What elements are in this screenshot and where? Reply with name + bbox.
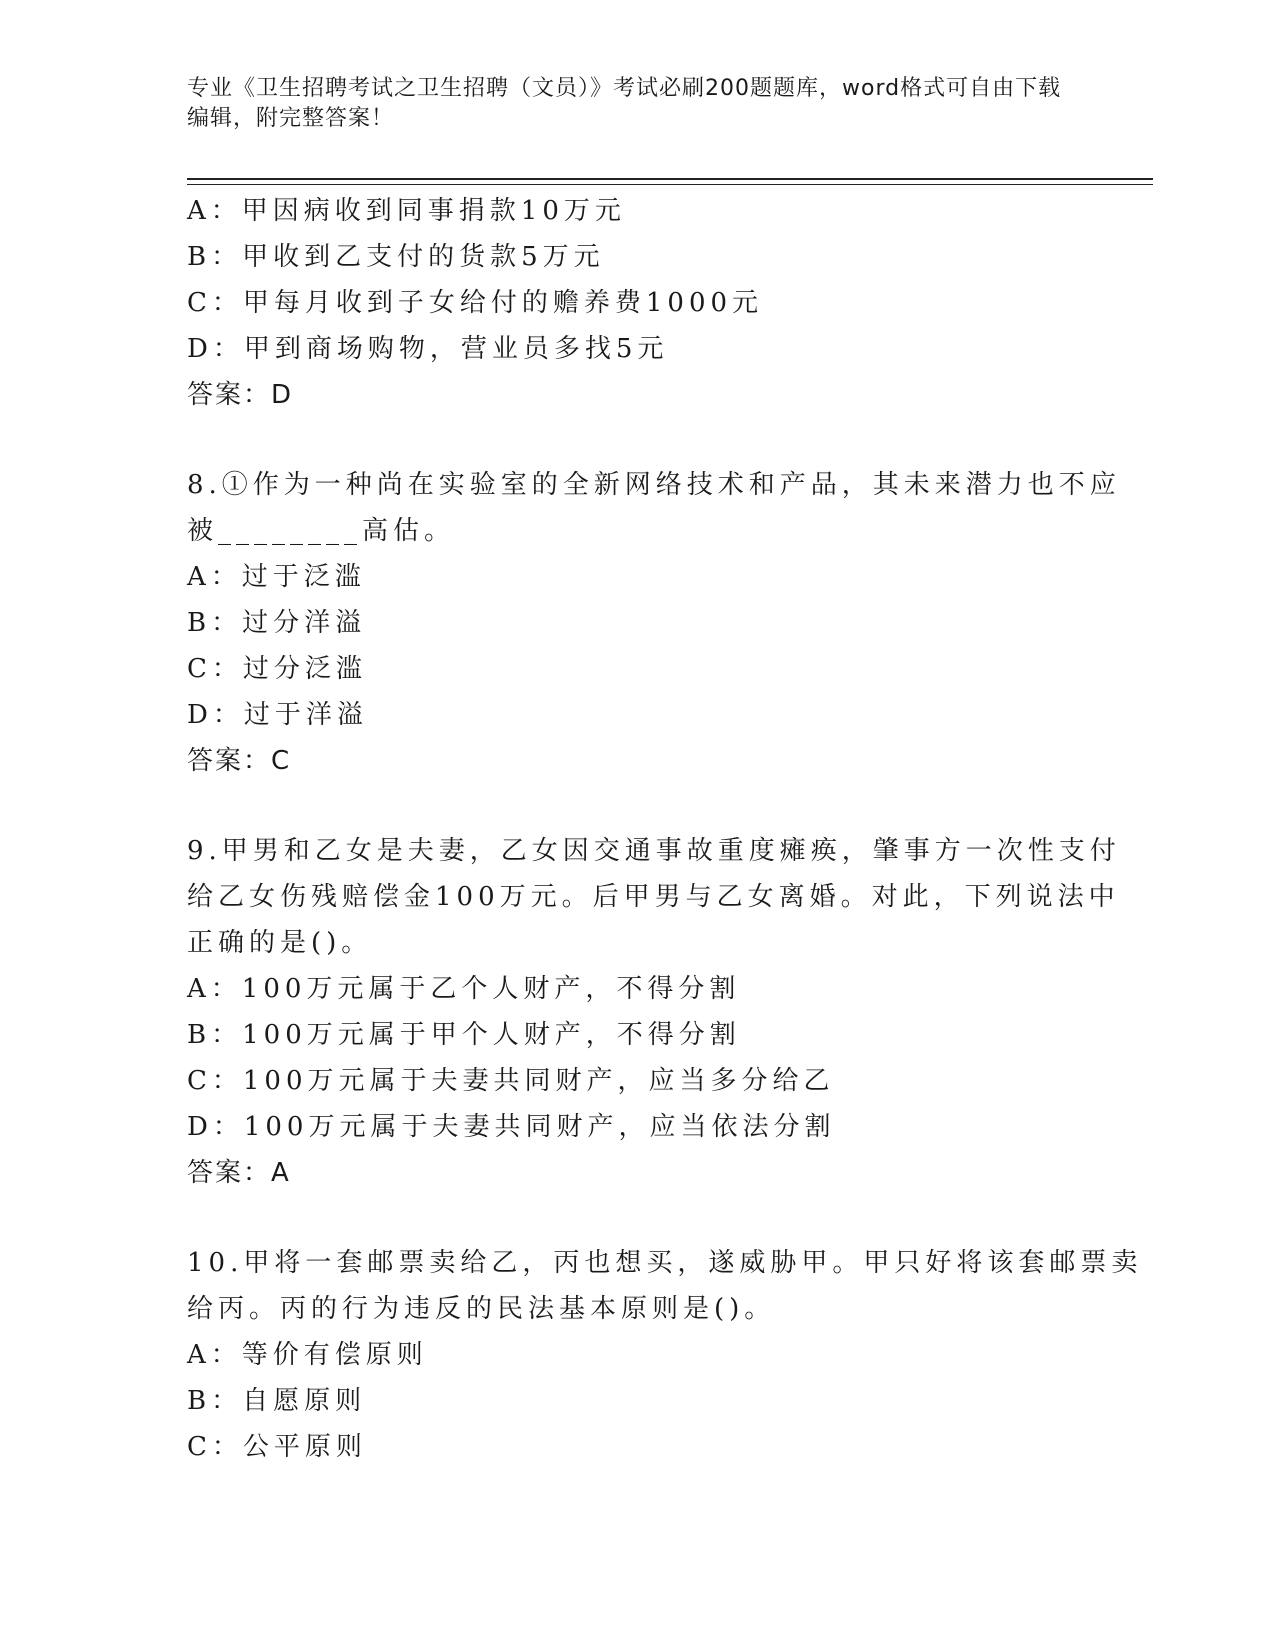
option-b: B：自愿原则 <box>187 1386 367 1416</box>
header-rule-thick <box>187 178 1153 180</box>
option-d: D：过于洋溢 <box>187 700 368 730</box>
question-8-block <box>187 462 1121 784</box>
question-10-block <box>187 1240 1143 1470</box>
option-b: B：过分洋溢 <box>187 608 367 638</box>
option-c: C：甲每月收到子女给付的赡养费1000元 <box>187 288 764 318</box>
option-c: C：过分泛滥 <box>187 654 367 684</box>
header-rule-thin <box>187 184 1153 185</box>
answer: 答案：A <box>187 1158 291 1188</box>
question-stem-line: 给乙女伤残赔偿金100万元。后甲男与乙女离婚。对此，下列说法中 <box>187 882 1120 912</box>
question-7-block <box>187 188 1087 418</box>
option-a: A：过于泛滥 <box>187 562 366 592</box>
question-9-block <box>187 828 1121 1196</box>
document-header: 专业《卫生招聘考试之卫生招聘（文员）》考试必刷200题题库，word格式可自由下载编辑，附完整答案！ <box>187 76 1062 131</box>
question-stem-line: 8.①作为一种尚在实验室的全新网络技术和产品，其未来潜力也不应 <box>187 470 1121 500</box>
answer: 答案：D <box>187 380 294 410</box>
option-b: B：100万元属于甲个人财产，不得分割 <box>187 1020 741 1050</box>
option-a: A：甲因病收到同事捐款10万元 <box>187 196 626 226</box>
option-c: C：公平原则 <box>187 1432 367 1462</box>
option-d: D：100万元属于夫妻共同财产，应当依法分割 <box>187 1112 836 1142</box>
option-c: C：100万元属于夫妻共同财产，应当多分给乙 <box>187 1066 835 1096</box>
option-d: D：甲到商场购物，营业员多找5元 <box>187 334 669 364</box>
question-stem-line: 10.甲将一套邮票卖给乙，丙也想买，遂威胁甲。甲只好将该套邮票卖 <box>187 1248 1143 1278</box>
question-stem-line: 9.甲男和乙女是夫妻，乙女因交通事故重度瘫痪，肇事方一次性支付 <box>187 836 1121 866</box>
option-a: A：等价有偿原则 <box>187 1340 428 1370</box>
option-a: A：100万元属于乙个人财产，不得分割 <box>187 974 741 1004</box>
answer: 答案：C <box>187 746 292 776</box>
question-stem-line: 被________高估。 <box>187 516 456 546</box>
option-b: B：甲收到乙支付的货款5万元 <box>187 242 605 272</box>
question-stem-line: 正确的是()。 <box>187 928 373 958</box>
question-list <box>187 188 1143 1470</box>
question-stem-line: 给丙。丙的行为违反的民法基本原则是()。 <box>187 1294 776 1324</box>
